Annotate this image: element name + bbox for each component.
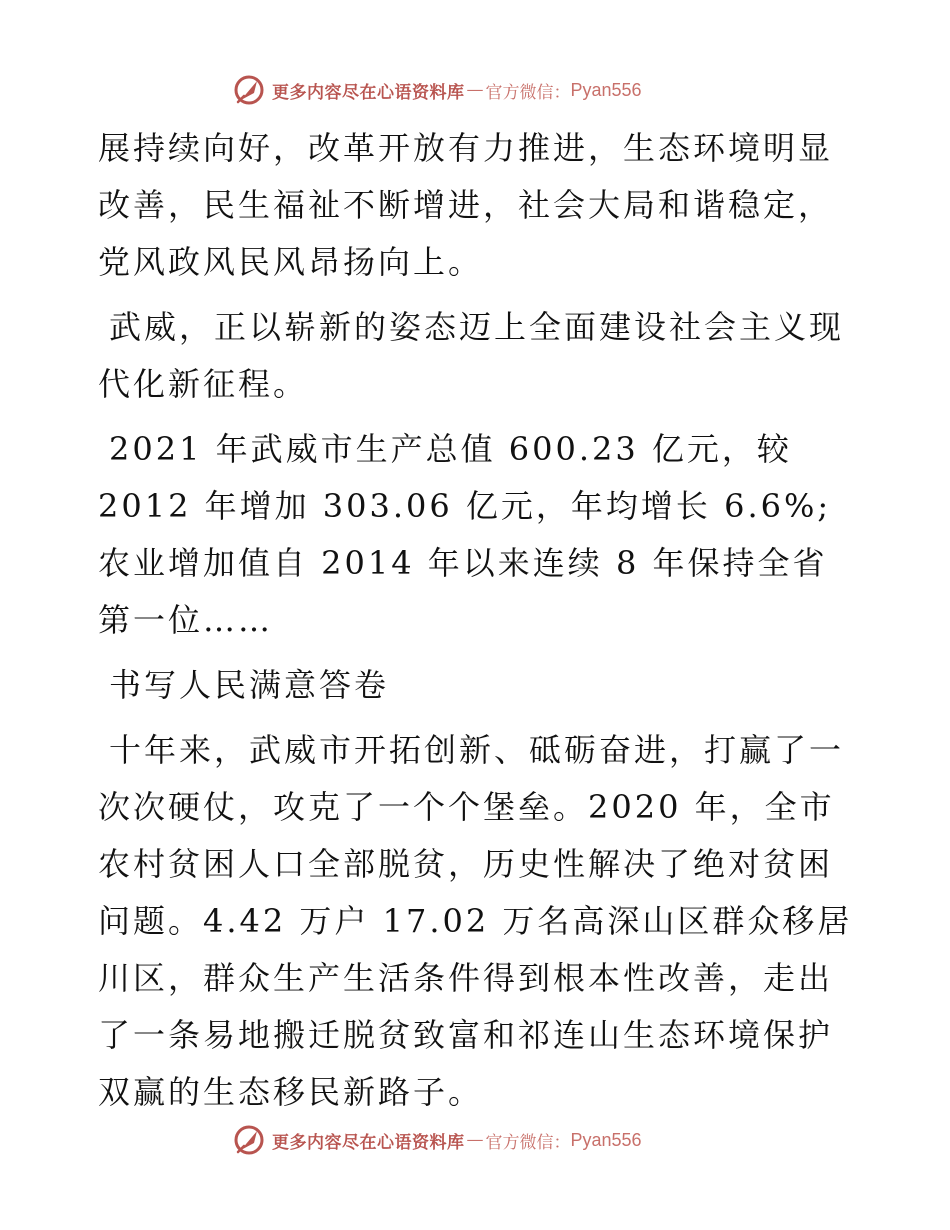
paragraph-1: 展持续向好，改革开放有力推进，生态环境明显改善，民生福祉不断增进，社会大局和谐稳定，党风政风民风昂扬向上。 [98, 129, 834, 281]
watermark-separator: — [466, 1130, 484, 1150]
feather-pen-icon [232, 73, 266, 107]
document-body [98, 120, 858, 1129]
watermark-wechat-id: Pyan556 [570, 79, 642, 100]
paragraph-2: 武威，正以崭新的姿态迈上全面建设社会主义现代化新征程。 [98, 308, 845, 403]
header-watermark [232, 72, 642, 108]
paragraph-3: 2021 年武威市生产总值 600.23 亿元，较 2012 年增加 303.06 亿元，年均增长 6.6%; 农业增加值自 2014 年以来连续 8 年保持全省第一位…… [98, 430, 832, 639]
watermark-wechat-label: 官方微信： [485, 1132, 571, 1153]
watermark-main-text: 更多内容尽在心语资料库 [272, 1132, 465, 1153]
watermark-wechat-id: Pyan556 [570, 1129, 642, 1150]
watermark-separator: — [466, 80, 484, 100]
feather-pen-icon [232, 1123, 266, 1157]
watermark-main-text: 更多内容尽在心语资料库 [272, 82, 465, 103]
watermark-wechat-label: 官方微信： [485, 82, 571, 103]
section-heading: 书写人民满意答卷 [109, 666, 390, 704]
paragraph-5: 十年来，武威市开拓创新、砥砺奋进，打赢了一次次硬仗，攻克了一个个堡垒。2020 年，全市农村贫困人口全部脱贫，历史性解决了绝对贫困问题。4.42 万户 17.02 万名高深山区群众移居川区，群众生产生活条件得到根本性改善，走出了一条易地搬迁脱贫致富和祁连山生态环境保护双赢的生态移民新路子。 [98, 731, 853, 1111]
footer-watermark [232, 1122, 642, 1158]
